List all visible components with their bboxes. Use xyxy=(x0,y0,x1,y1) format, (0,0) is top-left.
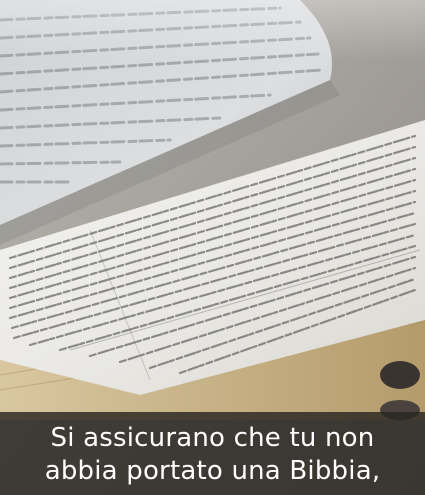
thumb-index-tab xyxy=(380,361,420,389)
subtitle xyxy=(0,422,425,488)
subtitle-line-2: abbia portato una Bibbia, xyxy=(44,456,381,486)
subtitle-line-1: Si assicurano che tu non xyxy=(50,423,375,453)
